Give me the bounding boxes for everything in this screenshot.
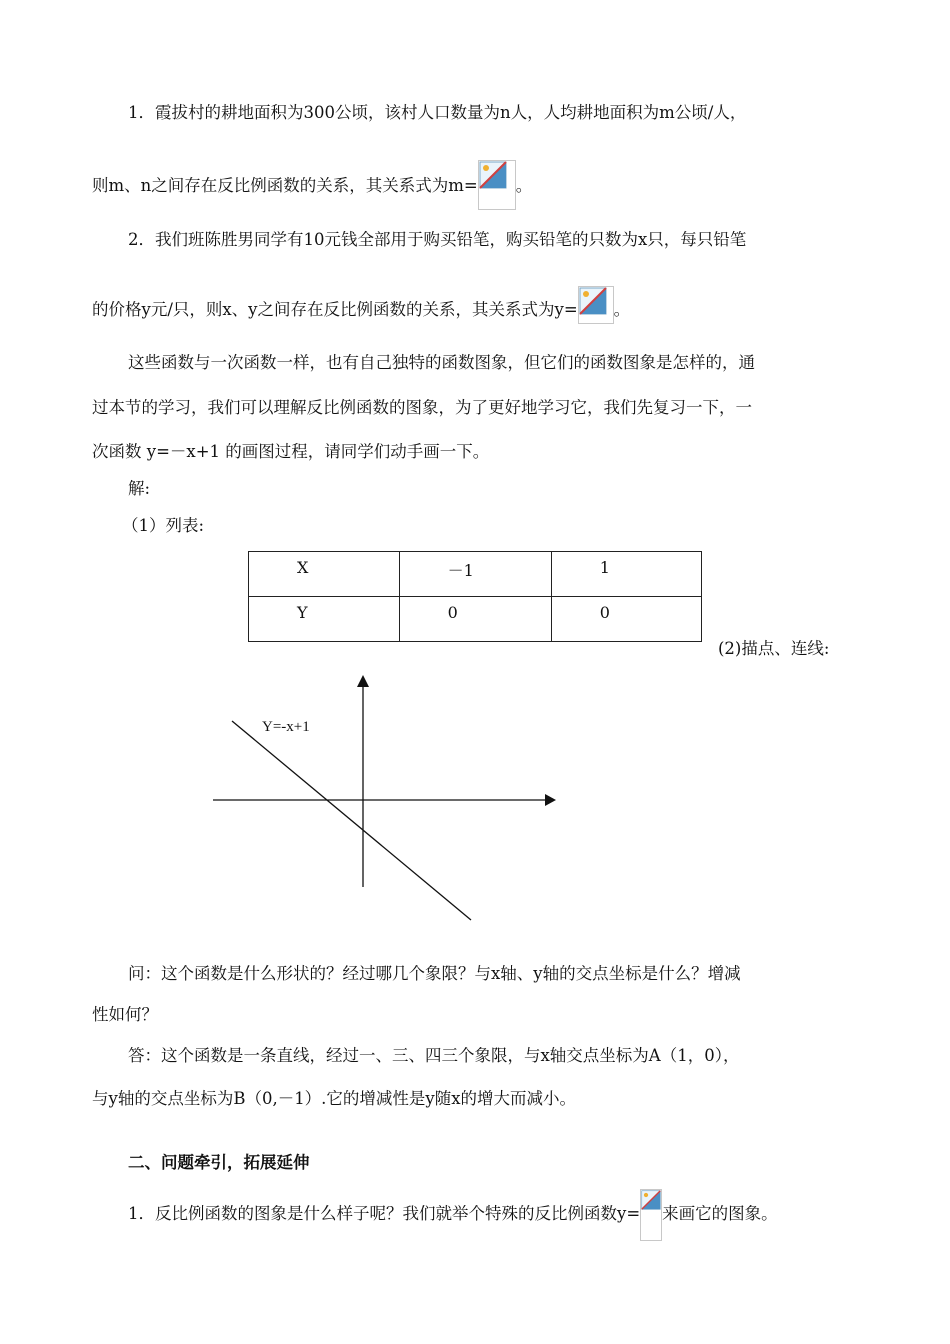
step1-label: （1）列表:: [122, 516, 205, 535]
solution-label: 解:: [128, 479, 151, 498]
formula-image-placeholder: [578, 286, 614, 324]
y-axis-arrow-icon: [357, 675, 369, 687]
function-graph: [200, 665, 570, 930]
table-cell: Y: [249, 597, 400, 642]
broken-image-icon: [579, 287, 607, 315]
answer-line1: 答：这个函数是一条直线，经过一、三、四三个象限，与x轴交点坐标为A（1，0），: [128, 1046, 740, 1065]
table-cell: 0: [399, 597, 551, 642]
intro-line2: 过本节的学习，我们可以理解反比例函数的图象，为了更好地学习它，我们先复习一下，一: [92, 398, 752, 417]
intro-line3: 次函数 y=－x+1 的画图过程，请同学们动手画一下。: [92, 442, 490, 461]
question-line1: 问：这个函数是什么形状的？经过哪几个象限？与x轴、y轴的交点坐标是什么？增减: [128, 964, 741, 983]
table-cell: 0: [551, 597, 701, 642]
problem1-line2: [92, 175, 532, 210]
line-label: Y=-x+1: [262, 719, 310, 735]
x-axis-arrow-icon: [545, 794, 556, 806]
section2-heading: 二、问题牵引，拓展延伸: [128, 1153, 310, 1172]
value-table: [248, 551, 702, 642]
table-cell: 1: [551, 552, 701, 597]
problem1-line2-suffix: 。: [515, 176, 533, 195]
problem2-line2-prefix: 的价格y元/只，则x、y之间存在反比例函数的关系，其关系式为y=: [92, 300, 578, 319]
step2-label: (2)描点、连线:: [718, 639, 830, 658]
problem2-line2-suffix: 。: [613, 300, 631, 319]
formula-image-placeholder: [478, 160, 516, 210]
function-line: [232, 721, 471, 920]
intro-line1: 这些函数与一次函数一样，也有自己独特的函数图象，但它们的函数图象是怎样的，通: [128, 353, 755, 372]
table-row: [249, 597, 702, 642]
answer-line2: 与y轴的交点坐标为B（0,－1）.它的增减性是y随x的增大而减小。: [92, 1089, 577, 1108]
problem1-line2-prefix: 则m、n之间存在反比例函数的关系，其关系式为m=: [92, 176, 478, 195]
broken-image-icon: [641, 1190, 661, 1210]
section2-item1: [128, 1203, 778, 1241]
section2-item1-suffix: 来画它的图象。: [662, 1204, 778, 1223]
problem2-line2: [92, 299, 630, 324]
table-cell: －1: [399, 552, 551, 597]
formula-image-placeholder: [640, 1189, 662, 1241]
section2-item1-prefix: 1．反比例函数的图象是什么样子呢？我们就举个特殊的反比例函数y=: [128, 1204, 641, 1223]
problem2-line1: 2．我们班陈胜男同学有10元钱全部用于购买铅笔，购买铅笔的只数为x只，每只铅笔: [128, 230, 747, 249]
problem1-line1: 1．霞拔村的耕地面积为300公顷，该村人口数量为n人，人均耕地面积为m公顷/人，: [128, 103, 747, 122]
table-row: [249, 552, 702, 597]
question-line2: 性如何？: [92, 1005, 158, 1024]
table-cell: X: [249, 552, 400, 597]
broken-image-icon: [479, 161, 507, 189]
